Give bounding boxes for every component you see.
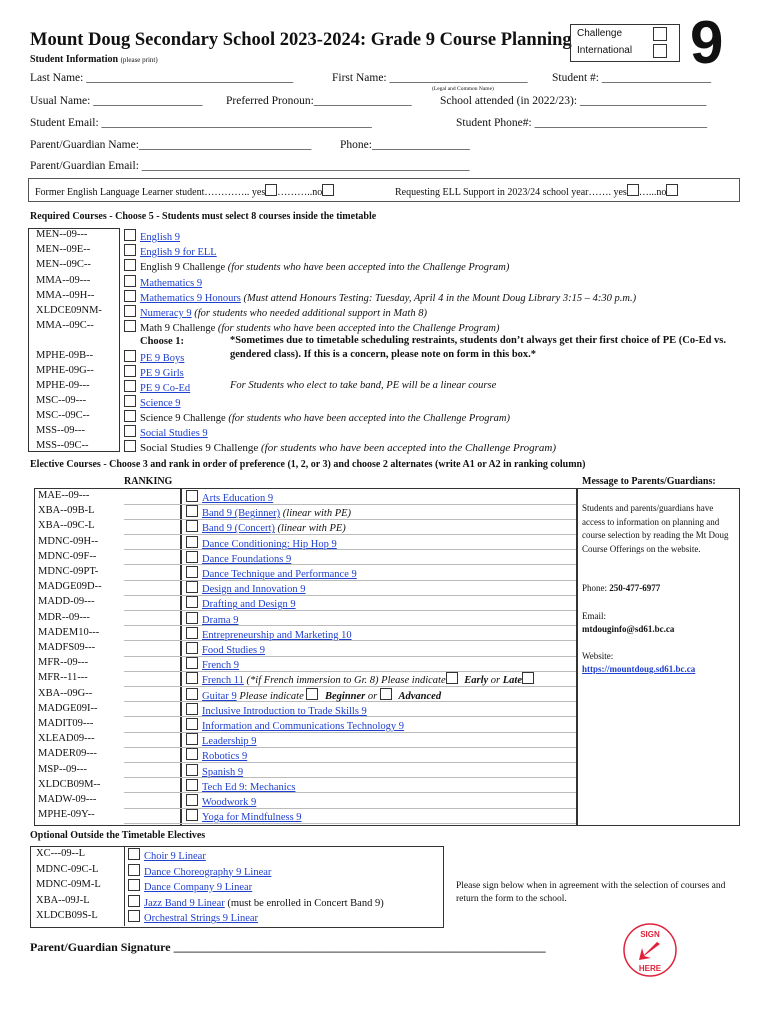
elective-course[interactable] [186, 748, 247, 762]
course-link[interactable]: Mathematics 9 [140, 278, 203, 289]
guardian-name-field[interactable]: Parent/Guardian Name:______________________________ [30, 139, 312, 151]
required-courses-heading: Required Courses - Choose 5 - Students must select 8 courses inside the timetable [30, 211, 377, 222]
course-social-studies-9[interactable] [124, 425, 208, 439]
course-link[interactable]: Numeracy 9 [140, 308, 192, 319]
guardian-signature-line[interactable]: Parent/Guardian Signature ______________________________________________________________ [30, 940, 546, 954]
checkbox[interactable] [186, 566, 198, 578]
student-info-heading: Student Information (please print) [30, 54, 158, 65]
international-checkbox[interactable] [653, 44, 667, 58]
message-email-label: Email: [582, 611, 606, 621]
elective-code: MADIT09--- [38, 718, 94, 729]
checkbox[interactable] [186, 596, 198, 608]
pronoun-field[interactable]: Preferred Pronoun:_________________ [226, 95, 412, 107]
course-math-9-challenge[interactable]: Math 9 Challenge (for students who have been accepted into the Challenge Program) [124, 320, 499, 334]
checkbox[interactable] [186, 551, 198, 563]
course-code: MMA--09C-- [36, 320, 94, 331]
course-code: MEN--09C-- [36, 259, 91, 270]
or-label: or [367, 690, 378, 702]
course-link[interactable]: Entrepreneurship and Marketing 10 [202, 629, 352, 641]
first-name-field[interactable]: First Name: ________________________ [332, 72, 528, 84]
elective-code: MFR--09--- [38, 657, 89, 669]
checkbox[interactable] [124, 440, 136, 452]
checkbox[interactable] [186, 748, 198, 760]
challenge-checkbox[interactable] [653, 27, 667, 41]
course-link[interactable]: Dance Foundations 9 [202, 553, 292, 565]
beginner-checkbox[interactable] [306, 688, 318, 700]
ell-support-question: Requesting ELL Support in 2023/24 school year……. yes …...no [395, 184, 678, 198]
optional-divider [124, 846, 125, 926]
checkbox[interactable] [186, 764, 198, 776]
course-code: MPHE-09G-- [36, 365, 94, 376]
message-phone: Phone: 250-477-6977 [582, 583, 661, 593]
checkbox[interactable] [124, 425, 136, 437]
student-email-field[interactable]: Student Email: _______________________________________________ [30, 117, 372, 129]
course-code: MSC--09C-- [36, 410, 90, 421]
course-code: MPHE-09B-- [36, 350, 94, 361]
course-link[interactable]: Drama 9 [202, 614, 239, 626]
elective-code: MADGE09D-- [38, 581, 102, 593]
sign-here-icon [622, 922, 678, 978]
course-link[interactable]: English 9 for ELL [140, 247, 217, 258]
checkbox[interactable] [124, 395, 136, 407]
elective-code: MAE--09--- [38, 490, 90, 501]
former-ell-question: Former English Language Learner student………….. yes ………..no [35, 184, 334, 198]
course-link[interactable]: Science 9 [140, 398, 181, 409]
course-link[interactable]: Design and Innovation 9 [202, 584, 306, 596]
elective-course[interactable] [186, 794, 256, 808]
school-attended-field[interactable]: School attended (in 2022/23): ______________________ [440, 95, 707, 107]
course-link[interactable]: Drafting and Design 9 [202, 599, 296, 611]
course-link[interactable]: PE 9 Boys [140, 353, 185, 364]
course-code: MEN--09--- [36, 229, 88, 240]
elective-code: MADD-09--- [38, 596, 95, 608]
optional-code: XBA--09J-L [36, 894, 90, 906]
usual-name-field[interactable]: Usual Name: ___________________ [30, 95, 203, 107]
elective-course[interactable] [186, 718, 404, 732]
checkbox[interactable] [124, 320, 136, 332]
course-social-studies-9-challenge[interactable]: Social Studies 9 Challenge (for students who have been accepted into the Challenge Program) [124, 440, 556, 454]
legal-name-note: (Legal and Common Name) [432, 86, 494, 92]
checkbox[interactable] [186, 809, 198, 821]
elective-course[interactable] [186, 779, 295, 793]
ranking-heading: RANKING [124, 476, 173, 487]
checkbox[interactable] [186, 505, 198, 517]
message-website-label: Website: [582, 651, 614, 661]
optional-course[interactable] [128, 879, 252, 893]
course-link[interactable]: Information and Communications Technology 9 [202, 721, 405, 732]
message-email[interactable]: mtdouginfo@sd61.bc.ca [582, 624, 675, 634]
elective-course[interactable] [186, 596, 296, 610]
course-code: MMA--09--- [36, 275, 91, 286]
checkbox[interactable] [124, 365, 136, 377]
elective-course[interactable] [186, 764, 243, 778]
or-label: or [490, 675, 501, 687]
checkbox[interactable] [128, 910, 140, 922]
last-name-field[interactable]: Last Name: ____________________________________ [30, 72, 294, 84]
band-pe-note: For Students who elect to take band, PE will be a linear course [230, 380, 497, 391]
elective-code: XBA--09B-L [38, 505, 95, 517]
checkbox[interactable] [128, 864, 140, 876]
message-body: Students and parents/guardians have access to information on planning and course selection by reading the Mt Doug Course Offerings on the website. [582, 503, 729, 554]
band-note: (linear with PE) [282, 508, 352, 520]
elective-code: MDR--09--- [38, 611, 90, 623]
course-link[interactable]: Robotics 9 [202, 751, 248, 763]
message-website-link[interactable]: https://mountdoug.sd61.bc.ca [582, 664, 696, 674]
advanced-checkbox[interactable] [380, 688, 392, 700]
course-link[interactable]: Yoga for Mindfulness 9 [202, 812, 302, 824]
elective-code: MPHE-09Y-- [38, 809, 95, 821]
elective-course[interactable] [186, 581, 306, 595]
elective-course[interactable] [186, 672, 538, 686]
elective-code: MADEM10--- [38, 626, 100, 638]
optional-code: XC---09--L [36, 848, 85, 859]
optional-heading: Optional Outside the Timetable Electives [30, 830, 206, 841]
checkbox[interactable] [124, 290, 136, 302]
checkbox[interactable] [186, 612, 198, 624]
course-link[interactable]: Dance Company 9 Linear [144, 882, 253, 893]
late-label: Late [502, 675, 522, 687]
elective-course[interactable] [186, 566, 357, 580]
checkbox[interactable] [186, 733, 198, 745]
course-link[interactable]: French 11 [202, 675, 244, 687]
choose-one-label: Choose 1: [140, 336, 185, 347]
course-link[interactable]: PE 9 Girls [140, 368, 184, 379]
band-note: (linear with PE) [277, 523, 346, 535]
optional-code: MDNC-09C-L [36, 863, 99, 875]
course-english-9-challenge[interactable]: English 9 Challenge (for students who have been accepted into the Challenge Program) [124, 259, 509, 273]
course-english-9-ell[interactable] [124, 244, 217, 258]
checkbox[interactable] [124, 259, 136, 271]
checkbox[interactable] [124, 305, 136, 317]
guitar-note: Please indicate [239, 690, 304, 702]
beginner-label: Beginner [325, 690, 366, 702]
course-link[interactable]: French 9 [202, 660, 240, 672]
elective-course[interactable] [186, 551, 291, 565]
course-link[interactable]: Band 9 (Concert) [202, 523, 275, 535]
checkbox[interactable] [124, 244, 136, 256]
here-word: HERE [638, 964, 662, 973]
challenge-label: Challenge [577, 28, 623, 39]
elective-code: MADFS09--- [38, 642, 96, 653]
course-numeracy-9[interactable]: Numeracy 9 (for students who needed additional support in Math 8) [124, 305, 427, 319]
elective-course[interactable] [186, 688, 441, 702]
late-checkbox[interactable] [522, 672, 534, 684]
checkbox[interactable] [186, 642, 198, 654]
early-checkbox[interactable] [446, 672, 458, 684]
elective-code: MADER09--- [38, 748, 97, 760]
optional-code: XLDCB09S-L [36, 910, 98, 921]
elective-code: MDNC-09PT- [38, 566, 99, 577]
student-phone-field[interactable]: Student Phone#: ______________________________ [456, 117, 708, 129]
course-link[interactable]: Guitar 9 [202, 690, 237, 702]
optional-code: MDNC-09M-L [36, 879, 101, 890]
elective-course[interactable] [186, 520, 346, 534]
course-pe-coed[interactable] [124, 380, 190, 394]
french-note: (*if French immersion to Gr. 8) Please indicate [246, 675, 446, 687]
ell-box [28, 178, 740, 202]
course-code: MSS--09--- [36, 425, 85, 436]
checkbox[interactable] [124, 275, 136, 287]
elective-code: MADW-09--- [38, 794, 97, 805]
course-code: MSS--09C-- [36, 440, 89, 451]
elective-course[interactable] [186, 809, 302, 823]
checkbox[interactable] [186, 672, 198, 684]
course-link[interactable]: Dance Conditioning: Hip Hop 9 [202, 538, 337, 550]
checkbox[interactable] [124, 229, 136, 241]
pe-note: *Sometimes due to timetable scheduling restraints, students don’t always get their first choice of PE (Co-Ed vs. gendered class). If this is a concern, please note on form in this box.* [230, 335, 726, 360]
course-link[interactable]: Woodwork 9 [202, 797, 257, 808]
course-code: MMA--09H-- [36, 290, 95, 301]
checkbox[interactable] [186, 536, 198, 548]
arrow-shape [639, 942, 660, 960]
checkbox[interactable] [186, 581, 198, 593]
elective-code: MADGE09I-- [38, 702, 98, 714]
guardian-email-field[interactable]: Parent/Guardian Email: _________________________________________________________ [30, 160, 470, 172]
course-link[interactable]: Choir 9 Linear [144, 851, 206, 862]
elective-course[interactable] [186, 703, 367, 717]
optional-course[interactable] [128, 864, 271, 878]
course-link[interactable]: Social Studies 9 [140, 428, 208, 439]
elective-course[interactable] [186, 536, 337, 550]
course-science-9[interactable] [124, 395, 181, 409]
course-pe-boys[interactable] [124, 350, 184, 364]
checkbox[interactable] [186, 627, 198, 639]
course-english-9[interactable] [124, 229, 180, 243]
course-code: MPHE-09--- [36, 380, 90, 391]
guardian-phone-field[interactable]: Phone:_________________ [340, 139, 470, 151]
course-code: MEN--09E-- [36, 244, 91, 255]
course-pe-girls[interactable] [124, 365, 184, 379]
course-code: XLDCE09NM- [36, 305, 102, 316]
jazz-note: (must be enrolled in Concert Band 9) [227, 897, 384, 909]
student-number-field[interactable]: Student #: ___________________ [552, 72, 712, 84]
course-code: MSC--09--- [36, 395, 87, 406]
checkbox[interactable] [124, 380, 136, 392]
course-link[interactable]: Dance Technique and Performance 9 [202, 569, 357, 580]
message-heading: Message to Parents/Guardians: [582, 476, 716, 487]
elective-code: MDNC-09H-- [38, 535, 99, 547]
elective-course[interactable] [186, 627, 352, 641]
elective-course[interactable] [186, 490, 273, 504]
checkbox[interactable] [186, 688, 198, 700]
checkbox[interactable] [186, 703, 198, 715]
course-link[interactable]: Tech Ed 9: Mechanics [202, 781, 296, 793]
elective-course[interactable] [186, 612, 238, 626]
optional-course[interactable] [128, 895, 384, 909]
course-link[interactable]: Leadership 9 [202, 736, 257, 748]
optional-course[interactable] [128, 848, 206, 862]
advanced-label: Advanced [398, 690, 442, 702]
elective-code: XLDCB09M-- [38, 778, 101, 790]
elective-code: MFR--11--- [38, 672, 88, 684]
elective-code: XBA--09C-L [38, 520, 95, 532]
checkbox[interactable] [124, 350, 136, 362]
course-link[interactable]: English 9 [140, 232, 180, 243]
page-title: Mount Doug Secondary School 2023-2024: Grade 9 Course Planning [30, 30, 572, 50]
former-ell-no-checkbox[interactable] [322, 184, 334, 196]
course-link[interactable]: Spanish 9 [202, 766, 244, 778]
checkbox[interactable] [186, 490, 198, 502]
international-label: International [577, 45, 633, 56]
checkbox[interactable] [186, 718, 198, 730]
elective-course[interactable] [186, 505, 351, 519]
course-math-9[interactable] [124, 275, 202, 289]
program-box [570, 24, 680, 62]
ell-support-yes-checkbox[interactable] [627, 184, 639, 196]
checkbox[interactable] [124, 410, 136, 422]
elective-course[interactable] [186, 733, 257, 747]
course-link[interactable]: Band 9 (Beginner) [202, 508, 281, 520]
course-link[interactable]: Mathematics 9 Honours [140, 293, 241, 304]
course-link[interactable]: Food Studies 9 [202, 645, 266, 656]
checkbox[interactable] [128, 895, 140, 907]
ell-support-no-checkbox[interactable] [666, 184, 678, 196]
course-link[interactable]: Orchestral Strings 9 Linear [144, 913, 259, 924]
elective-course[interactable] [186, 657, 239, 671]
early-label: Early [464, 675, 489, 687]
checkbox[interactable] [186, 794, 198, 806]
former-ell-yes-checkbox[interactable] [265, 184, 277, 196]
checkbox[interactable] [128, 879, 140, 891]
checkbox[interactable] [186, 779, 198, 791]
grade-number: 9 [690, 9, 724, 76]
elective-course[interactable] [186, 642, 265, 656]
checkbox[interactable] [186, 520, 198, 532]
sign-instructions: Please sign below when in agreement with the selection of courses and return the form to the school. [456, 881, 726, 904]
course-link[interactable]: PE 9 Co-Ed [140, 383, 191, 394]
elective-code: MSP--09--- [38, 763, 87, 775]
elective-code: XBA--09G-- [38, 687, 93, 699]
elective-code: XLEAD09--- [38, 733, 95, 745]
elective-code: MDNC-09F-- [38, 550, 97, 562]
course-science-9-challenge[interactable]: Science 9 Challenge (for students who have been accepted into the Challenge Program) [124, 410, 510, 424]
sign-word: SIGN [640, 930, 660, 939]
elective-courses-heading: Elective Courses - Choose 3 and rank in order of preference (1, 2, or 3) and choose 2 alternates (write A1 or A2 in ranking column) [30, 459, 586, 470]
checkbox[interactable] [186, 657, 198, 669]
course-link[interactable]: Jazz Band 9 Linear [144, 897, 225, 909]
course-link[interactable]: Dance Choreography 9 Linear [144, 866, 272, 878]
course-math-9-honours[interactable]: Mathematics 9 Honours (Must attend Honours Testing: Tuesday, April 4 in the Mount Doug Library 3:15 – 4:30 p.m.) [124, 290, 636, 304]
course-link[interactable]: Inclusive Introduction to Trade Skills 9 [202, 705, 367, 717]
checkbox[interactable] [128, 848, 140, 860]
optional-course[interactable] [128, 910, 258, 924]
course-link[interactable]: Arts Education 9 [202, 493, 274, 504]
